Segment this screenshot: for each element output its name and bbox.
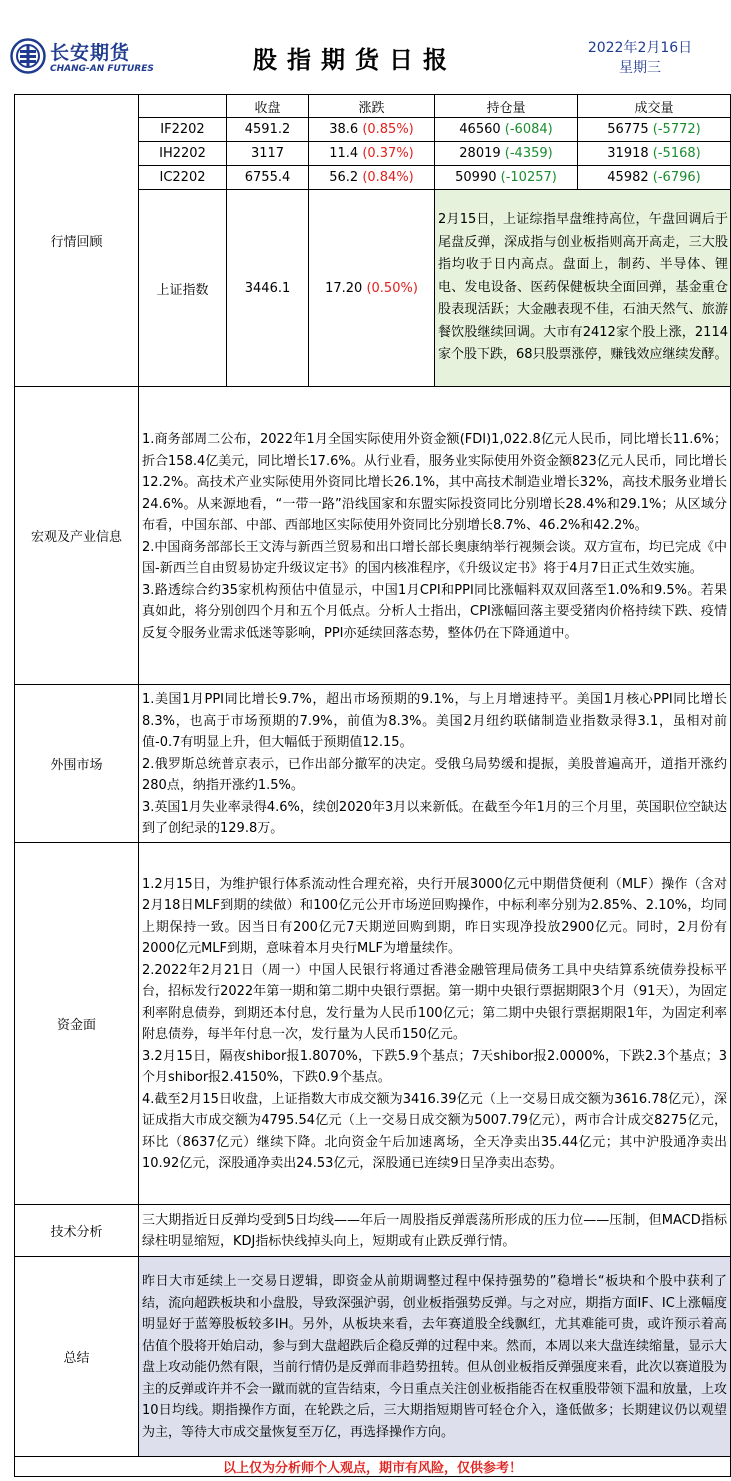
technical-row: [15, 1204, 731, 1256]
header-change: 涨跌: [309, 95, 435, 118]
macro-paragraph: 2.中国商务部部长王文涛与新西兰贸易和出口增长部长奥康纳举行视频会谈。双方宣布，均已完成《中国-新西兰自由贸易协定升级议定书》的国内核准程序，《升级议定书》将于4月7日正式生效实施。: [142, 539, 727, 576]
close-price: 3117: [227, 142, 309, 166]
liquidity-content: [139, 842, 731, 1204]
header-volume: 成交量: [578, 95, 731, 118]
liquidity-paragraph: 2.2022年2月21日（周一）中国人民银行将通过香港金融管理局债务工具中央结算系统债券投标平台，招标发行2022年第一期和第二期中央银行票据。第一期中央银行票据期限3个月（91天），为固定利率附息债券，到期还本付息，发行量为人民币100亿元；第二期中央银行票据期限1年，为固定利率附息债券，每半年付息一次，发行量为人民币150亿元。: [142, 962, 727, 1042]
open-interest-cell: [435, 118, 578, 142]
section-label-macro: 宏观及产业信息: [15, 387, 139, 685]
close-price: 6755.4: [227, 166, 309, 190]
report-table: [14, 94, 731, 1477]
summary-text: 昨日大市延续上一交易日逻辑，即资金从前期调整过程中保持强势的”稳增长“板块和个股中获利了结，流向超跌板块和小盘股，导致深强沪弱，创业板指强势反弹。与之对应，期指方面IF、IC上涨幅度明显好于蓝筹股板较多IH。另外，从板块来看，去年赛道股全线飘红，尤其难能可贵，或许预示着高估值个股将开始启动，参与到大盘超跌后企稳反弹的过程中来。然而，本周以来大盘连续缩量，显示大盘上攻动能仍然有限，当前行情仍是反弹而非趋势扭转。但从创业板指反弹强度来看，此次以赛道股为主的反弹或许并不会一蹴而就的宣告结束，今日重点关注创业板指能否在权重股带领下温和放量，上攻10日均线。期指操作方面，在轮跌之后，三大期指短期皆可轻仓介入，逢低做多；长期建议仍以观望为主，等待大市成交量恢复至万亿，再选择操作方向。: [139, 1256, 731, 1456]
technical-text: 三大期指近日反弹均受到5日均线——年后一周股指反弹震荡所形成的压力位——压制，但MACD指标绿柱明显缩短，KDJ指标快线掉头向上，短期或有止跌反弹行情。: [139, 1204, 731, 1256]
index-name: 上证指数: [139, 190, 227, 387]
macro-paragraph: 1.商务部周二公布，2022年1月全国实际使用外资金额(FDI)1,022.8亿元人民币，同比增长11.6%；折合158.4亿美元，同比增长17.6%。从行业看，服务业实际使用外资金额823亿元人民币，同比增长12.2%。高技术产业实际使用外资同比增长26.1%，其中高技术制造业增长32%，高技术服务业增长24.6%。从来源地看，“一带一路”沿线国家和东盟实际投资同比分别增长28.4%和29.1%；从区域分布看，中国东部、中部、西部地区实际使用外资同比分别增长8.7%、46.2%和42.2%。: [142, 432, 727, 533]
open-interest-value: 28019: [459, 146, 501, 161]
market-review-text: 2月15日，上证综指早盘维持高位，午盘回调后于尾盘反弹，深成指与创业板指则高开高走，三大股指均收于日内高点。盘面上，制药、半导体、锂电、发电设备、医药保健板块全面回弹，基金重仓股表现活跃；大金融表现不佳，石油天然气、旅游餐饮股继续回调。大市有2412家个股上涨，2114家个股下跌，68只股票涨停，赚钱效应继续发酵。: [435, 190, 731, 387]
volume-value: 31918: [607, 146, 649, 161]
change-percent: (0.37%): [362, 146, 414, 161]
change-cell: [309, 166, 435, 190]
liquidity-row: [15, 842, 731, 1204]
open-interest-change: (-6084): [504, 122, 553, 137]
volume-change: (-5168): [652, 146, 701, 161]
open-interest-cell: [435, 142, 578, 166]
company-name-cn: 长安期货: [50, 42, 131, 64]
report-title: 股指期货日报: [253, 46, 457, 74]
report-date: 2022年2月16日: [587, 40, 693, 56]
overseas-paragraph: 1.美国1月PPI同比增长9.7%，超出市场预期的9.1%，与上月增速持平。美国1月核心PPI同比增长8.3%，也高于市场预期的7.9%，前值为8.3%。美国2月纽约联储制造业指数录得3.1，虽相对前值-0.7有明显上升，但大幅低于预期值12.15。: [142, 692, 727, 750]
open-interest-change: (-4359): [504, 146, 553, 161]
overseas-row: [15, 685, 731, 843]
change-cell: [309, 142, 435, 166]
overseas-paragraph: 2.俄罗斯总统普京表示，已作出部分撤军的决定。受俄乌局势缓和提振，美股普遍高开，道指开涨约280点，纳指开涨约1.5%。: [142, 756, 727, 793]
volume-value: 56775: [607, 122, 649, 137]
quote-header-row: [15, 95, 731, 118]
open-interest-cell: [435, 166, 578, 190]
open-interest-value: 50990: [455, 170, 497, 185]
company-logo-icon: [10, 38, 46, 74]
liquidity-paragraph: 3.2月15日，隔夜shibor报1.8070%，下跌5.9个基点；7天shibor报2.0000%，下跌2.3个基点；3个月shibor报2.4150%，下跌0.9个基点。: [142, 1048, 727, 1085]
section-label-liquidity: 资金面: [15, 842, 139, 1204]
index-change: 17.20: [325, 280, 363, 296]
open-interest-value: 46560: [459, 122, 501, 137]
overseas-paragraph: 3.英国1月失业率录得4.6%，续创2020年3月以来新低。在截至今年1月的三个月里，英国职位空缺达到了创纪录的129.8万。: [142, 799, 727, 836]
disclaimer: 以上仅为分析师个人观点，期市有风险，仅供参考！: [15, 1456, 731, 1476]
volume-change: (-6796): [652, 170, 701, 185]
close-price: 4591.2: [227, 118, 309, 142]
change-percent: (0.84%): [362, 170, 414, 185]
report-weekday: 星期三: [619, 60, 661, 76]
change-value: 56.2: [329, 170, 359, 185]
header-cell-empty: [139, 95, 227, 118]
liquidity-paragraph: 4.截至2月15日收盘，上证指数大市成交额为3416.39亿元（上一交易日成交额为3616.78亿元），深证成指大市成交额为4795.54亿元（上一交易日成交额为5007.79亿元），两市合计成交8275亿元，环比（8637亿元）继续下降。北向资金午后加速离场，全天净卖出35.44亿元；其中沪股通净卖出10.92亿元，深股通净卖出24.53亿元，深股通已连续9日呈净卖出态势。: [142, 1091, 727, 1171]
change-value: 38.6: [329, 122, 359, 137]
index-close: 3446.1: [227, 190, 309, 387]
volume-cell: [578, 142, 731, 166]
index-change-cell: [309, 190, 435, 387]
header-open-interest: 持仓量: [435, 95, 578, 118]
contract-name: IC2202: [139, 166, 227, 190]
change-percent: (0.85%): [362, 122, 414, 137]
macro-row: [15, 387, 731, 685]
section-label-technical: 技术分析: [15, 1204, 139, 1256]
section-label-market-review: 行情回顾: [15, 95, 139, 387]
macro-paragraph: 3.路透综合约35家机构预估中值显示，中国1月CPI和PPI同比涨幅料双双回落至1.0%和9.5%。若果真如此，将分别创四个月和五个月低点。分析人士指出，CPI涨幅回落主要受猪肉价格持续下跌、疫情反复令服务业需求低迷等影响，PPI亦延续回落态势，整体仍在下降通道中。: [142, 582, 727, 641]
section-label-summary: 总结: [15, 1256, 139, 1456]
section-label-overseas: 外围市场: [15, 685, 139, 843]
summary-row: [15, 1256, 731, 1456]
open-interest-change: (-10257): [500, 170, 557, 185]
change-cell: [309, 118, 435, 142]
header-close: 收盘: [227, 95, 309, 118]
index-change-percent: (0.50%): [366, 280, 418, 296]
report-date-block: [560, 38, 720, 78]
footer-row: [15, 1456, 731, 1476]
macro-content: [139, 387, 731, 685]
contract-name: IF2202: [139, 118, 227, 142]
volume-value: 45982: [607, 170, 649, 185]
report-header: [0, 0, 731, 94]
contract-name: IH2202: [139, 142, 227, 166]
change-value: 11.4: [329, 146, 359, 161]
overseas-content: [139, 685, 731, 843]
volume-cell: [578, 118, 731, 142]
volume-cell: [578, 166, 731, 190]
liquidity-paragraph: 1.2月15日，为维护银行体系流动性合理充裕，央行开展3000亿元中期借贷便利（MLF）操作（含对2月18日MLF到期的续做）和100亿元公开市场逆回购操作，中标利率分别为2.85%、2.10%，均同上期保持一致。因当日有200亿元7天期逆回购到期，昨日实现净投放2900亿元。同时，2月份有2000亿元MLF到期，意味着本月央行MLF为增量续作。: [142, 876, 727, 956]
company-name-en: CHANG-AN FUTURES: [50, 64, 154, 74]
volume-change: (-5772): [652, 122, 701, 137]
